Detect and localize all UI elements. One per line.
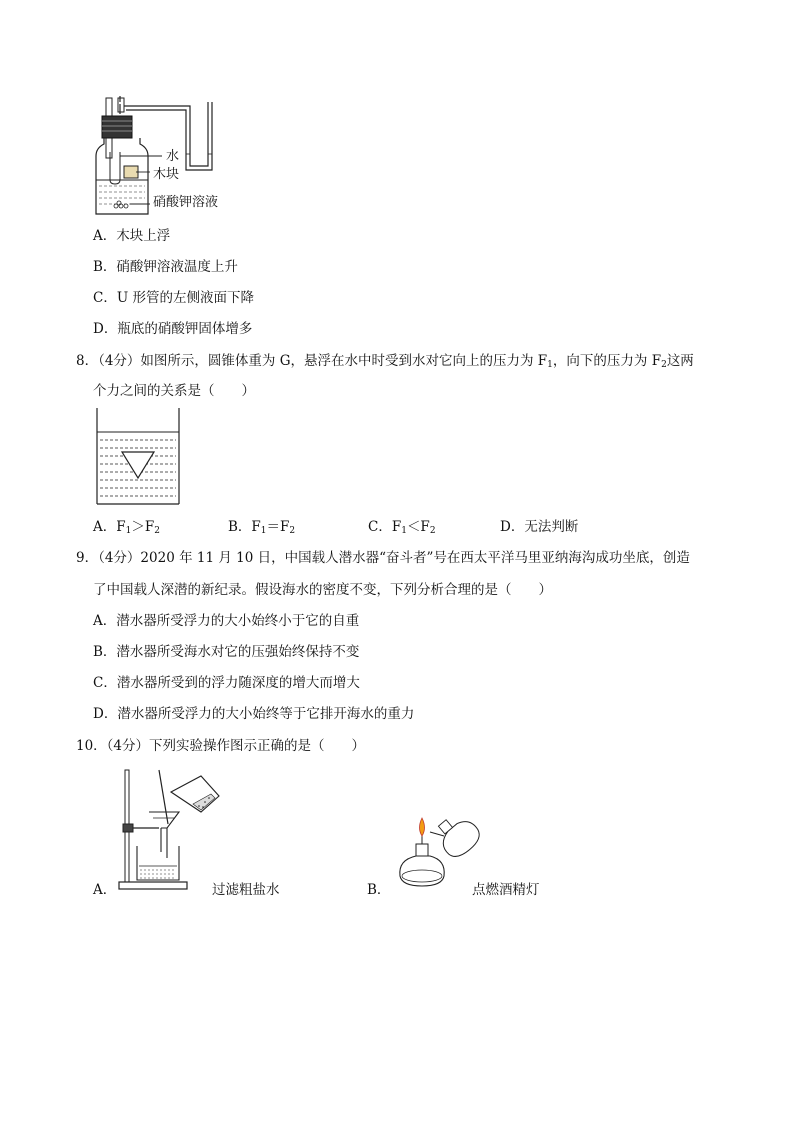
cone-in-water-diagram [96, 408, 186, 508]
q7-option-a: A．木块上浮 [93, 228, 171, 244]
q9-option-c: C．潜水器所受到的浮力随深度的增大而增大 [93, 675, 360, 691]
q8-option-d: D．无法判断 [500, 519, 579, 535]
alcohol-lamp-lighting-diagram [392, 814, 482, 894]
q10-option-b-letter: B． [367, 882, 391, 898]
filtration-apparatus-diagram [115, 766, 225, 896]
q7-option-c: C．U 形管的左侧液面下降 [93, 290, 254, 306]
q8-stem-line1: 8．（4分）如图所示，圆锥体重为 G，悬浮在水中时受到水对它向上的压力为 $F_1$，向下的压力为 $F_2$这两 [76, 353, 694, 370]
label-wood-block: 木块 [153, 167, 180, 182]
q7-option-b: B．硝酸钾溶液温度上升 [93, 259, 238, 275]
q10-option-b-caption: 点燃酒精灯 [472, 882, 540, 898]
q8-option-b: B．$F_1=F_2$ [228, 519, 296, 536]
q10-option-a-caption: 过滤粗盐水 [212, 882, 280, 898]
q9-option-d: D．潜水器所受浮力的大小始终等于它排开海水的重力 [93, 706, 415, 722]
q10-stem: 10．（4分）下列实验操作图示正确的是（ ） [76, 738, 366, 754]
q8-option-c: C．$F_1<F_2$ [368, 519, 436, 536]
q8-option-a: A．$F_1>F_2$ [93, 519, 160, 536]
q9-stem-line1: 9．（4分）2020 年 11 月 10 日，中国载人潜水器“奋斗者”号在西太平洋马里亚纳海沟成功坐底，创造 [76, 550, 690, 566]
q8-stem-line2: 个力之间的关系是（ ） [93, 383, 255, 399]
q9-option-a: A．潜水器所受浮力的大小始终小于它的自重 [93, 613, 360, 629]
q7-option-d: D．瓶底的硝酸钾固体增多 [93, 321, 253, 337]
q9-option-b: B．潜水器所受海水对它的压强始终保持不变 [93, 644, 360, 660]
q9-stem-line2: 了中国载人深潜的新纪录。假设海水的密度不变，下列分析合理的是（ ） [93, 582, 552, 598]
q10-option-a-letter: A． [93, 882, 117, 898]
label-water: 水 [166, 149, 180, 164]
label-potassium-nitrate-solution: 硝酸钾溶液 [153, 195, 219, 210]
